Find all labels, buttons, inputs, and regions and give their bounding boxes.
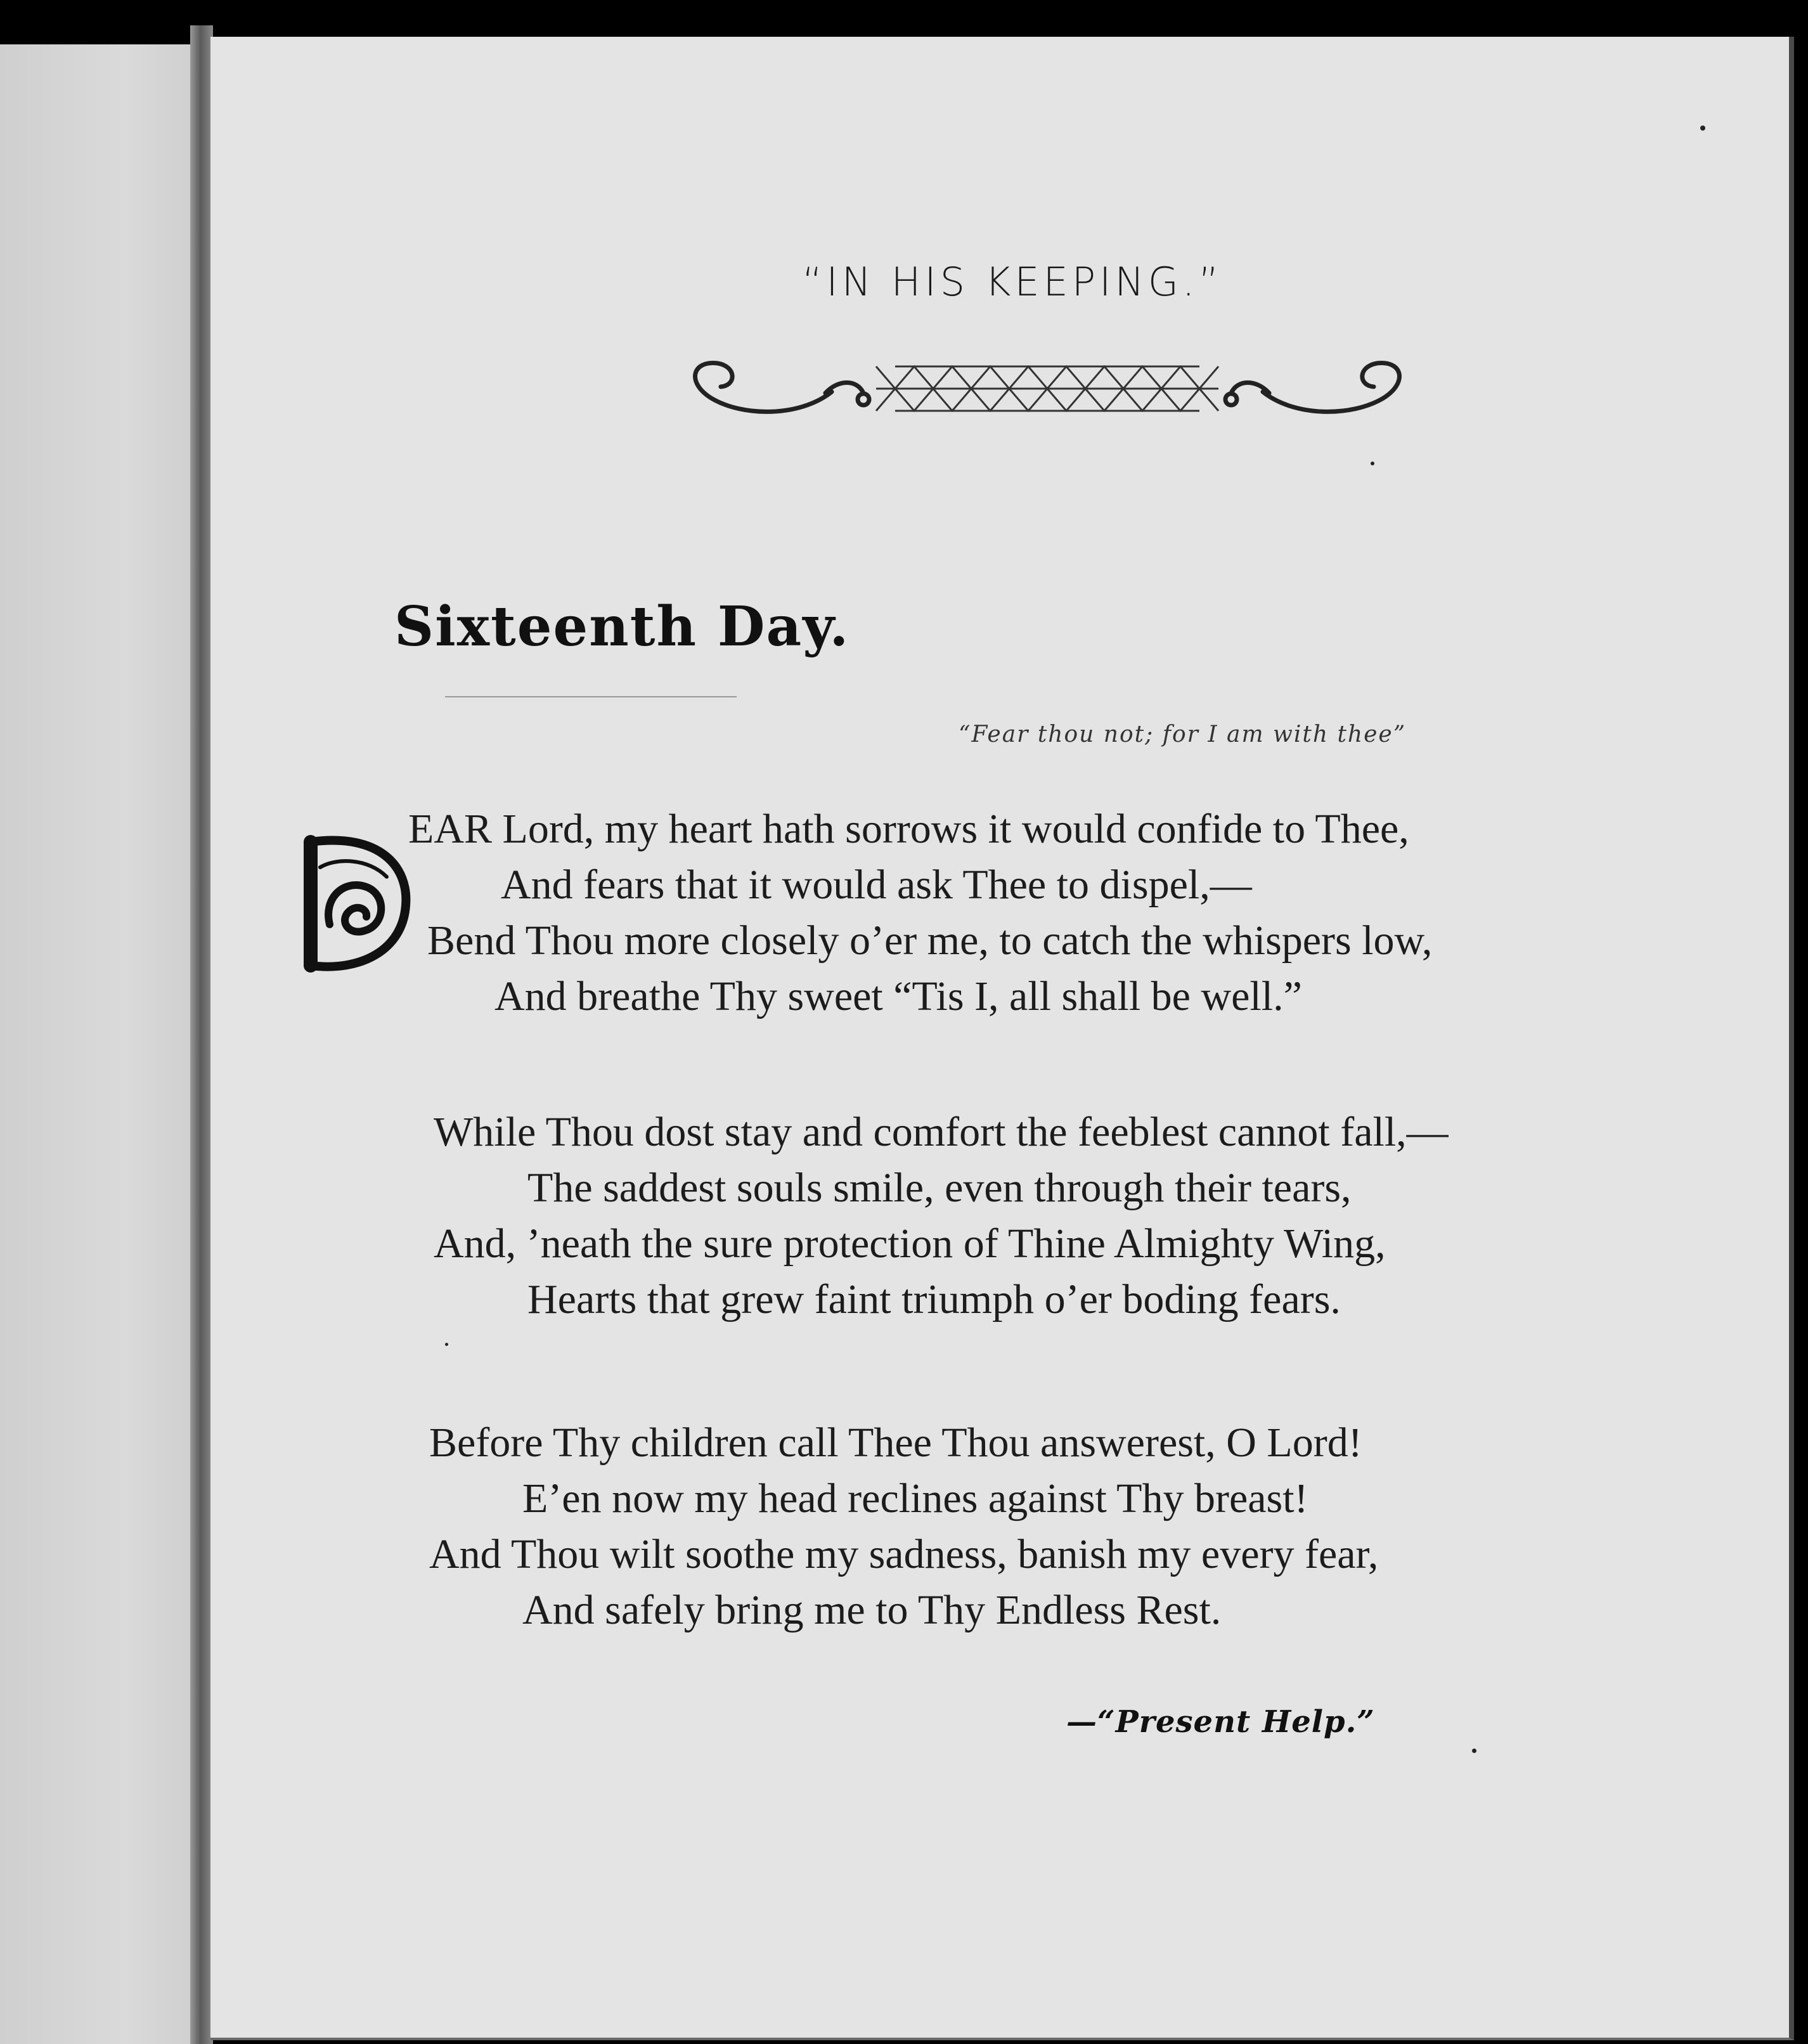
speck bbox=[1371, 462, 1374, 465]
book-gutter bbox=[190, 25, 213, 2044]
heading-rule bbox=[445, 696, 737, 697]
poem-line: And, ’neath the sure protection of Thine Almighty Wing, bbox=[434, 1220, 1386, 1267]
poem-line: And Thou wilt soothe my sadness, banish my every fear, bbox=[429, 1531, 1379, 1577]
poem-line: The saddest souls smile, even through their tears, bbox=[527, 1165, 1352, 1211]
poem-line: And fears that it would ask Thee to dispel,— bbox=[501, 862, 1252, 908]
page-header-title: “IN HIS KEEPING.” bbox=[802, 259, 1223, 305]
left-page-edge bbox=[0, 44, 209, 2044]
poem-line: EAR Lord, my heart hath sorrows it would confide to Thee, bbox=[408, 806, 1409, 852]
day-heading: Sixteenth Day. bbox=[394, 595, 850, 659]
poem-line: Bend Thou more closely o’er me, to catch the whispers low, bbox=[427, 917, 1433, 964]
poem-line: And safely bring me to Thy Endless Rest. bbox=[522, 1587, 1222, 1633]
poem-attribution: —“Present Help.” bbox=[1066, 1704, 1375, 1740]
poem-line: Hearts that grew faint triumph o’er boding fears. bbox=[527, 1276, 1341, 1323]
poem-line: While Thou dost stay and comfort the feeblest cannot fall,— bbox=[434, 1109, 1449, 1155]
poem-line: E’en now my head reclines against Thy breast! bbox=[522, 1475, 1308, 1522]
epigraph-quote: “Fear thou not; for I am with thee” bbox=[959, 721, 1407, 747]
speck bbox=[1472, 1749, 1476, 1753]
speck bbox=[445, 1343, 448, 1346]
speck bbox=[1700, 126, 1705, 131]
poem-line: And breathe Thy sweet “Tis I, all shall be well.” bbox=[494, 973, 1302, 1019]
book-page bbox=[210, 37, 1794, 2040]
ornament-divider-icon bbox=[673, 347, 1421, 430]
poem-line: Before Thy children call Thee Thou answerest, O Lord! bbox=[429, 1420, 1362, 1466]
decorative-dropcap-d-icon bbox=[285, 829, 412, 975]
